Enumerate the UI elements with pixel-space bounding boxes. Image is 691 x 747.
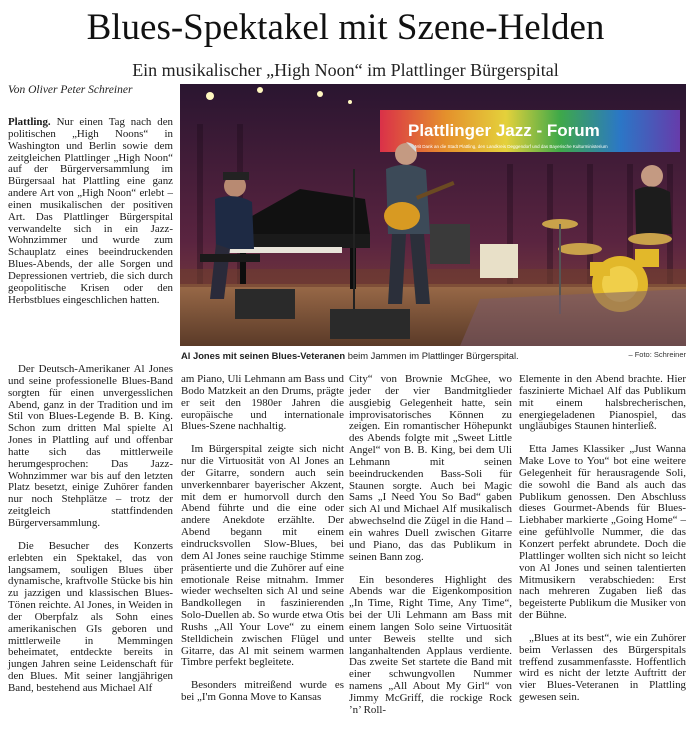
paragraph: Im Bürgerspital zeigte sich nicht nur die Virtuosität von Al Jones an der Gitarre, sondern auch sein unverkennbarer bayerischer Akzent, mit dem er humorvoll durch den Abend führte und die eine oder andere Anekdote erzählte. Der Abend begann mit einem eindrucksvollen Slow-Blues, bei dem Al Jones seine rauchige Stimme präsentierte und die Zuhörer auf eine emotionale Reise mitnahm. Immer wieder wechselten sich Al und seine Bandkollegen in faszinierenden Solo-Duellen ab. So wurde etwa Otis Rushs „All Your Love“ zu einem Stelldichein zwischen Flügel und Gitarre, das Al mit seinem warmen Timbre perfekt begleitete.: [181, 443, 344, 669]
photo-caption: [181, 350, 686, 361]
caption-text: beim Jammen im Plattlinger Bürgerspital.: [345, 350, 519, 361]
paragraph: Ein besonderes Highlight des Abends war die Eigenkomposition „In Time, Right Time, Any Time“, bei der Uli Lehmann am Bass mit einem langen Solo seine Virtuosität unter Beweis stellte und sich langanhaltenden Applaus verdiente. Das zweite Set startete die Band mit einer schwungvollen Nummer namens „All About My Girl“ von Jimmy McGriff, die rockige Rock ’n’ Roll-: [349, 573, 512, 716]
paragraph: Die Besucher des Konzerts erlebten ein Spektakel, das von langsamem, souligen Blues über dynamische, kraftvolle Stücke bis hin zu jazzigen und klassischen Blues-Tönen reichte. Al Jones, in Weiden in der Oberpfalz als Sohn eines amerikanischen GIs geboren und mittlerweile in Memmingen beheimatet, entdeckte bereits in jungen Jahren seine Leidenschaft für den Blues. Mit seiner langjährigen Band, bestehend aus Michael Alf: [8, 539, 173, 694]
column-4: [519, 374, 686, 715]
paragraph: City“ von Brownie McGhee, wo jeder der vier Bandmitglieder ausgiebig Gelegenheit hatte, sein improvisatorisches Können zu zeigen. Ein romantischer Höhepunkt des Abends folgte mit „Sweet Little Angel“ von B. B. King, bei dem Uli Lehmann mit seinen beeindruckenden Bass-Soli für Staunen sorgte. Auch bei Magic Sams „I Need You So Bad“ gaben sich Al und Michael Alf musikalisch abwechselnd die Zügel in die Hand – ein wahres Duell zwischen Gitarre und Piano, das das Publikum in seinen Bann zog.: [349, 373, 512, 563]
paragraph: Elemente in den Abend brachte. Hier faszinierte Michael Alf das Publikum mit einem halsbrecherischen, energiegeladenen Pianospiel, das ungläubiges Staunen hinterließ.: [519, 373, 686, 433]
caption-bold: Al Jones mit seinen Blues-Veteranen: [181, 350, 346, 361]
photo-credit: – Foto: Schreiner: [628, 350, 686, 359]
lead-paragraph: [8, 117, 173, 318]
byline: Von Oliver Peter Schreiner: [8, 84, 133, 96]
banner-text: Plattlinger Jazz - Forum: [408, 121, 600, 140]
paragraph: Etta James Klassiker „Just Wanna Make Love to You“ bot eine weitere Gelegenheit für herausragende Soli, die sowohl die Band als auch das Publikum genossen. Den Abschluss dieses Gourmet-Abends für Blues-Liebhaber markierte „Going Home“ – eine gefühlvolle Nummer, die das Konzert perfekt abrundete. Doch die Plattlinger wollten sich nicht so leicht von Al Jones und seinen talentierten Mitmusikern verabschieden: Erst nach mehreren Zugaben ließ das begeisterte Publikum die Musiker von der Bühne.: [519, 443, 686, 622]
concert-photo: [180, 84, 686, 346]
column-1: [8, 364, 173, 706]
banner-small-text: Mit Dank an die Stadt Plattling, den Landkreis Deggendorf und das Bayerische Kulturministerium: [415, 144, 608, 149]
column-3: [349, 374, 512, 728]
column-2: [181, 374, 344, 715]
paragraph: am Piano, Uli Lehmann am Bass und Bodo Matzkeit an den Drums, prägte er seit den 1980er Jahren die europäische und internationale Blues-Szene nachhaltig.: [181, 373, 344, 433]
paragraph: Der Deutsch-Amerikaner Al Jones und seine professionelle Blues-Band sorgten für einen unvergesslichen Abend, ganz in der Tradition und im Stil von Blues-Legende B. B. King. Schon zum dritten Mal spielte Al Jones in Plattling auf und offenbar hatte sich das mittlerweile herumgesprochen: Das Jazz-Wohnzimmer war bis auf den letzten Platz besetzt, einige Zuhörer fanden nur noch Stehplätze – trotz der zeitgleich stattfindenden Bürgerversammlung.: [8, 363, 173, 529]
paragraph: Besonders mitreißend wurde es bei „I'm Gonna Move to Kansas: [181, 679, 344, 704]
lead-text: Nur einen Tag nach den politischen „High Noons“ in Washington und Berlin sowie dem zeitgleichen Plattlinger „High Noon“ auf der Bürgerversammlung im Bürgersaal hat Plattling eine ganz andere Art von „High Noon“ erlebt – einen musikalischen der positiven Art. Das Plattlinger Bürgerspital verwandelte sich in ein Jazz-Wohnzimmer und wurde zum Schauplatz eines beeindruckenden Blues-Abends, der alle Sorgen und Depressionen vertrieb, die sich durch geopolitische Krisen oder den Herbstblues eingeschlichen hatten.: [8, 116, 173, 306]
subheadline: Ein musikalischer „High Noon“ im Plattlinger Bürgerspital: [132, 60, 559, 80]
paragraph: „Blues at its best“, wie ein Zuhörer beim Verlassen des Bürgerspitals treffend zusammenfasste. Hoffentlich wird es nicht der letzte Auftritt der vier Blues-Veteranen in Plattling gewesen sein.: [519, 631, 686, 704]
dateline: Plattling.: [8, 116, 51, 128]
headline: Blues-Spektakel mit Szene-Helden: [86, 7, 605, 48]
